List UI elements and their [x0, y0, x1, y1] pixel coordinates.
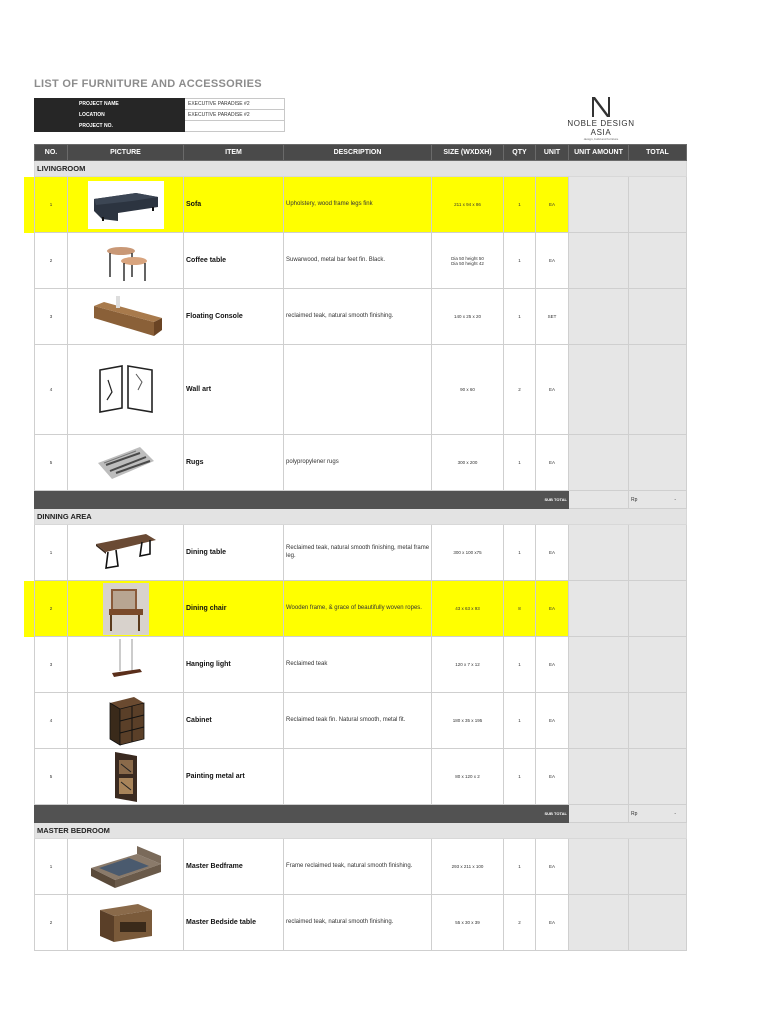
item-unit: SET	[536, 289, 569, 345]
item-qty: 1	[504, 749, 536, 805]
subtotal-currency: Rp	[631, 496, 638, 503]
item-unit-amount[interactable]	[569, 525, 629, 581]
subtotal-row	[35, 805, 687, 823]
item-unit-amount[interactable]	[569, 637, 629, 693]
item-unit-amount[interactable]	[569, 289, 629, 345]
section-row	[35, 823, 687, 839]
item-size: 90 x 60	[432, 345, 504, 435]
item-name: Rugs	[184, 435, 284, 491]
item-total[interactable]	[629, 749, 687, 805]
item-unit: EA	[536, 581, 569, 637]
item-unit-amount[interactable]	[569, 839, 629, 895]
cabinet-picture	[104, 695, 148, 747]
table-row	[35, 233, 687, 289]
table-row	[35, 345, 687, 435]
item-qty: 2	[504, 345, 536, 435]
item-qty: 1	[504, 177, 536, 233]
item-unit: EA	[536, 177, 569, 233]
item-unit-amount[interactable]	[569, 749, 629, 805]
column-header-no: NO.	[35, 145, 68, 161]
item-picture	[68, 749, 184, 805]
location-row	[35, 110, 285, 121]
item-description: Wooden frame, & grace of beautifully woven ropes.	[284, 581, 432, 637]
item-total[interactable]	[629, 177, 687, 233]
table-row	[35, 435, 687, 491]
item-name: Floating Console	[184, 289, 284, 345]
item-total[interactable]	[629, 581, 687, 637]
logo-monogram-icon	[591, 96, 611, 118]
item-size: 300 x 200	[432, 435, 504, 491]
item-unit-amount[interactable]	[569, 895, 629, 951]
document-title: LIST OF FURNITURE AND ACCESSORIES	[34, 78, 262, 90]
column-header-description: DESCRIPTION	[284, 145, 432, 161]
item-qty: 1	[504, 525, 536, 581]
item-description: reclaimed teak, natural smooth finishing.	[284, 289, 432, 345]
table-row	[35, 693, 687, 749]
item-unit-amount[interactable]	[569, 435, 629, 491]
item-picture	[68, 525, 184, 581]
item-picture	[68, 435, 184, 491]
item-number: 2	[35, 233, 68, 289]
subtotal-unit-amount	[569, 805, 629, 823]
column-header-qty: QTY	[504, 145, 536, 161]
item-number: 5	[35, 435, 68, 491]
painting-picture	[109, 750, 143, 804]
project-no-label: PROJECT NO.	[35, 121, 185, 132]
subtotal-amount: -	[674, 496, 676, 503]
table-row	[35, 177, 687, 233]
item-total[interactable]	[629, 289, 687, 345]
item-number: 4	[35, 345, 68, 435]
item-size: 43 x 63 x 93	[432, 581, 504, 637]
item-total[interactable]	[629, 895, 687, 951]
item-unit: EA	[536, 345, 569, 435]
table-row	[35, 749, 687, 805]
item-name: Master Bedside table	[184, 895, 284, 951]
item-size: 140 x 25 x 20	[432, 289, 504, 345]
item-total[interactable]	[629, 233, 687, 289]
coffee-table-picture	[102, 237, 150, 285]
item-total[interactable]	[629, 435, 687, 491]
project-info-table	[34, 98, 285, 132]
item-description: Reclaimed teak fin. Natural smooth, metal fit.	[284, 693, 432, 749]
item-size: 120 x 7 x 12	[432, 637, 504, 693]
item-description	[284, 345, 432, 435]
location-label: LOCATION	[35, 110, 185, 121]
item-unit-amount[interactable]	[569, 581, 629, 637]
item-size: 211 x 94 x 86	[432, 177, 504, 233]
dining-table-picture	[94, 532, 158, 574]
table-row	[35, 839, 687, 895]
item-unit-amount[interactable]	[569, 693, 629, 749]
dining-chair-picture	[103, 583, 149, 635]
item-picture	[68, 177, 184, 233]
item-name: Painting metal art	[184, 749, 284, 805]
sofa-picture	[88, 181, 164, 229]
subtotal-value	[629, 805, 687, 823]
item-number: 3	[35, 289, 68, 345]
subtotal-currency: Rp	[631, 810, 638, 817]
item-unit: EA	[536, 637, 569, 693]
item-unit-amount[interactable]	[569, 177, 629, 233]
item-name: Sofa	[184, 177, 284, 233]
item-picture	[68, 693, 184, 749]
table-header-row	[35, 145, 687, 161]
wall-art-picture	[96, 364, 156, 416]
item-description: Reclaimed teak, natural smooth finishing, metal frame leg.	[284, 525, 432, 581]
item-size: 55 x 30 x 39	[432, 895, 504, 951]
item-name: Hanging light	[184, 637, 284, 693]
item-number: 2	[35, 581, 68, 637]
table-row	[35, 525, 687, 581]
row-highlight-strip	[24, 177, 34, 233]
item-number: 4	[35, 693, 68, 749]
item-unit: EA	[536, 895, 569, 951]
subtotal-amount: -	[674, 810, 676, 817]
project-no-value[interactable]	[185, 121, 285, 132]
item-number: 2	[35, 895, 68, 951]
item-size: 80 x 120 x 2	[432, 749, 504, 805]
section-row	[35, 161, 687, 177]
item-unit-amount[interactable]	[569, 345, 629, 435]
item-number: 3	[35, 637, 68, 693]
item-name: Wall art	[184, 345, 284, 435]
project-name-label: PROJECT NAME	[35, 99, 185, 110]
item-qty: 1	[504, 839, 536, 895]
column-header-picture: PICTURE	[68, 145, 184, 161]
furniture-table	[34, 144, 687, 951]
column-header-total: TOTAL	[629, 145, 687, 161]
column-header-item: ITEM	[184, 145, 284, 161]
section-title: DINNING AREA	[35, 509, 687, 525]
item-description: Upholstery, wood frame legs fink	[284, 177, 432, 233]
project-name-value[interactable]: EXECUTIVE PARADISE #2	[185, 99, 285, 110]
item-qty: 1	[504, 233, 536, 289]
item-size: 180 x 35 x 195	[432, 693, 504, 749]
item-qty: 1	[504, 693, 536, 749]
item-description: polypropylener rugs	[284, 435, 432, 491]
table-row	[35, 289, 687, 345]
item-name: Master Bedframe	[184, 839, 284, 895]
item-name: Dining table	[184, 525, 284, 581]
row-highlight-strip	[24, 581, 34, 637]
item-unit: EA	[536, 693, 569, 749]
item-total[interactable]	[629, 525, 687, 581]
logo-name: NOBLE DESIGN ASIA	[567, 119, 635, 137]
item-number: 1	[35, 525, 68, 581]
item-description: Frame reclaimed teak, natural smooth finishing.	[284, 839, 432, 895]
item-size: 293 x 211 x 100	[432, 839, 504, 895]
item-total[interactable]	[629, 637, 687, 693]
item-number: 5	[35, 749, 68, 805]
item-unit: EA	[536, 233, 569, 289]
item-picture	[68, 895, 184, 951]
column-header-unit: UNIT	[536, 145, 569, 161]
floating-console-picture	[90, 294, 162, 340]
item-picture	[68, 581, 184, 637]
item-description: Suwarwood, metal bar feet fin. Black.	[284, 233, 432, 289]
item-picture	[68, 839, 184, 895]
item-description: Reclaimed teak	[284, 637, 432, 693]
item-size: Dia 50 height 50 Dia 50 height 42	[432, 233, 504, 289]
bedframe-picture	[89, 844, 163, 890]
item-name: Coffee table	[184, 233, 284, 289]
item-qty: 8	[504, 581, 536, 637]
logo-tagline: design, build and furniture	[583, 137, 619, 141]
bedside-table-picture	[98, 900, 154, 946]
subtotal-label: SUB TOTAL	[35, 805, 569, 823]
item-picture	[68, 289, 184, 345]
item-qty: 1	[504, 435, 536, 491]
rug-picture	[96, 443, 156, 483]
item-number: 1	[35, 839, 68, 895]
item-total[interactable]	[629, 839, 687, 895]
item-description: reclaimed teak, natural smooth finishing.	[284, 895, 432, 951]
item-size: 300 x 100 x75	[432, 525, 504, 581]
item-name: Cabinet	[184, 693, 284, 749]
location-value[interactable]: EXECUTIVE PARADISE #2	[185, 110, 285, 121]
subtotal-unit-amount	[569, 491, 629, 509]
item-qty: 1	[504, 289, 536, 345]
table-row	[35, 581, 687, 637]
item-total[interactable]	[629, 345, 687, 435]
item-unit: EA	[536, 839, 569, 895]
column-header-size: SIZE (WXDXH)	[432, 145, 504, 161]
table-row	[35, 637, 687, 693]
item-picture	[68, 345, 184, 435]
item-qty: 1	[504, 637, 536, 693]
subtotal-label: SUB TOTAL	[35, 491, 569, 509]
subtotal-row	[35, 491, 687, 509]
section-row	[35, 509, 687, 525]
item-unit-amount[interactable]	[569, 233, 629, 289]
item-qty: 2	[504, 895, 536, 951]
hanging-light-picture	[106, 639, 146, 691]
item-unit: EA	[536, 435, 569, 491]
table-row	[35, 895, 687, 951]
item-total[interactable]	[629, 693, 687, 749]
subtotal-value	[629, 491, 687, 509]
item-number: 1	[35, 177, 68, 233]
column-header-unit-amount: UNIT AMOUNT	[569, 145, 629, 161]
project-no-row	[35, 121, 285, 132]
section-title: MASTER BEDROOM	[35, 823, 687, 839]
project-name-row	[35, 99, 285, 110]
section-title: LIVINGROOM	[35, 161, 687, 177]
item-unit: EA	[536, 749, 569, 805]
item-description	[284, 749, 432, 805]
company-logo	[562, 96, 640, 140]
item-picture	[68, 637, 184, 693]
item-unit: EA	[536, 525, 569, 581]
item-name: Dining chair	[184, 581, 284, 637]
item-picture	[68, 233, 184, 289]
